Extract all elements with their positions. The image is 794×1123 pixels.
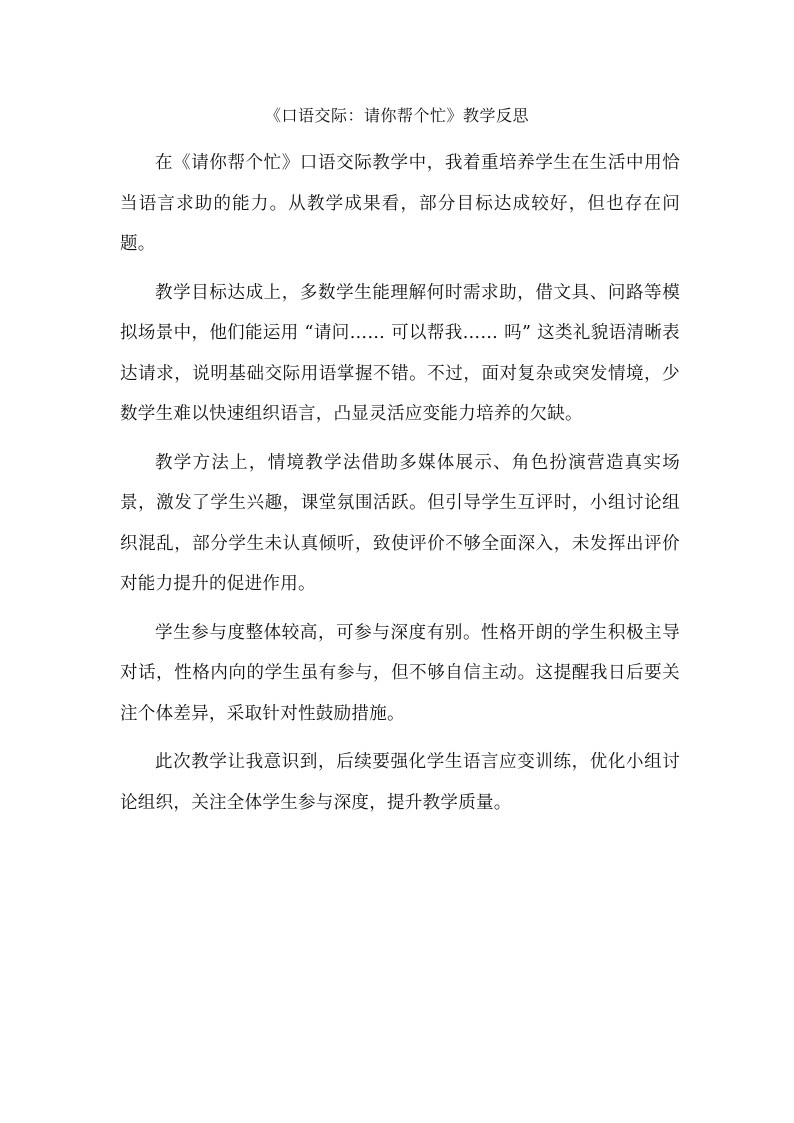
- paragraph-conclusion: 此次教学让我意识到，后续要强化学生语言应变训练，优化小组讨论组织，关注全体学生参与深度，提升教学质量。: [120, 752, 680, 813]
- paragraph-teaching-goals: 教学目标达成上，多数学生能理解何时需求助，借文具、问路等模拟场景中，他们能运用 “请问…… 可以帮我…… 吗” 这类礼貌语清晰表达请求，说明基础交际用语掌握不错。不过，面对复杂或突发情境，少数学生难以快速组织语言，凸显灵活应变能力培养的欠缺。: [120, 282, 680, 424]
- paragraph-student-participation: 学生参与度整体较高，可参与深度有别。性格开朗的学生积极主导对话，性格内向的学生虽有参与，但不够自信主动。这提醒我日后要关注个体差异，采取针对性鼓励措施。: [120, 622, 680, 724]
- paragraph-teaching-methods: 教学方法上，情境教学法借助多媒体展示、角色扮演营造真实场景，激发了学生兴趣，课堂氛围活跃。但引导学生互评时，小组讨论组织混乱，部分学生未认真倾听，致使评价不够全面深入，未发挥出评价对能力提升的促进作用。: [120, 452, 680, 594]
- paragraph-intro: 在《请你帮个忙》口语交际教学中，我着重培养学生在生活中用恰当语言求助的能力。从教学成果看，部分目标达成较好，但也存在问题。: [120, 153, 680, 254]
- document-body: [120, 143, 680, 831]
- document-title: 《口语交际：请你帮个忙》教学反思: [264, 106, 529, 125]
